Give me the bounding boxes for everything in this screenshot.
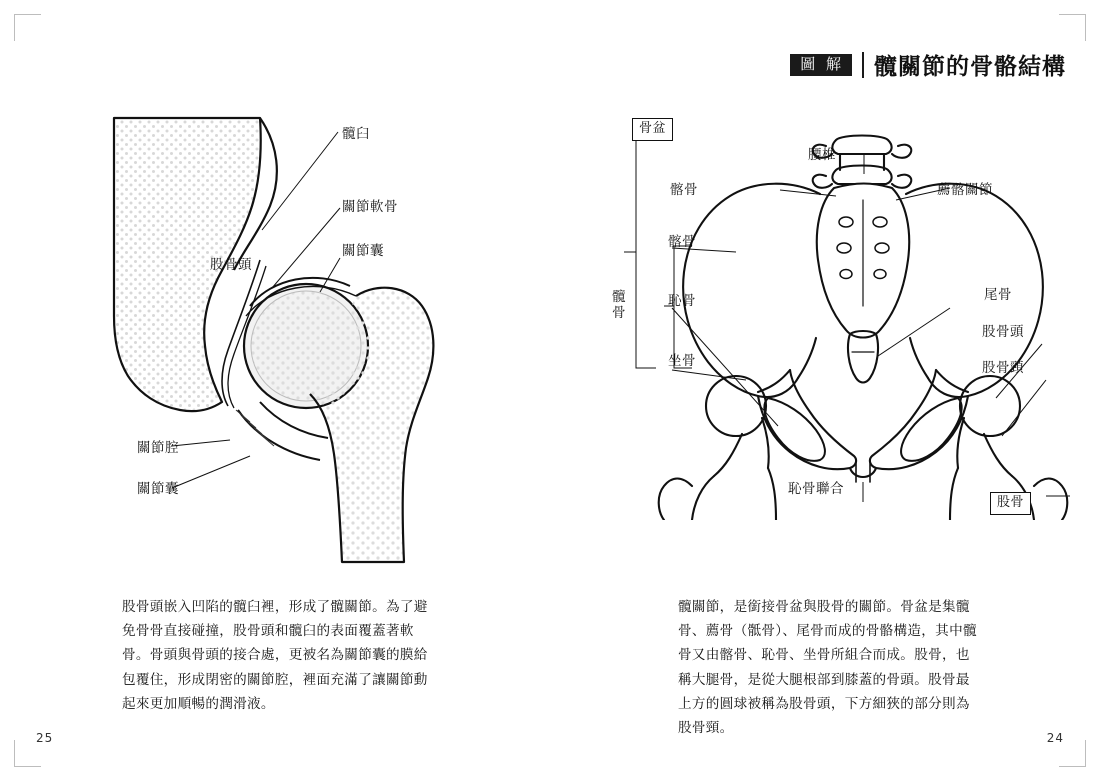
label-femur: 股骨 — [990, 492, 1031, 515]
label-pubic-symphysis: 恥骨聯合 — [788, 481, 844, 497]
label-lumbar-vertebrae: 腰椎 — [808, 147, 836, 163]
label-joint-cavity: 關節腔 — [137, 440, 179, 456]
right-page — [550, 0, 1100, 781]
label-femoral-head: 股骨頭 — [982, 324, 1024, 340]
left-body-text: 股骨頭嵌入凹陷的髖臼裡，形成了髖關節。為了避免骨骨直接碰撞，股骨頭和髖臼的表面覆蓋著軟骨。骨頭與骨頭的接合處，更被名為關節囊的膜給包覆住，形成閉密的關節腔，裡面充滿了讓關節動起來更加順暢的潤滑液。 — [122, 599, 428, 712]
label-acetabulum: 髖臼 — [342, 126, 370, 142]
label-femoral-head: 股骨頭 — [210, 257, 252, 273]
label-femoral-neck: 股骨頸 — [982, 360, 1024, 376]
right-body-text: 髖關節，是銜接骨盆與股骨的關節。骨盆是集髖骨、薦骨（骶骨）、尾骨而成的骨骼構造，其中髖骨又由髂骨、恥骨、坐骨所組合而成。股骨，也稱大腿骨，是從大腿根部到膝蓋的骨頭。股骨最上方的圓球被稱為股骨頭，下方細狹的部分則為股骨頸。 — [678, 599, 977, 736]
label-pubis: 恥骨 — [668, 293, 696, 309]
label-articular-cartilage: 關節軟骨 — [342, 199, 398, 215]
label-hip-bone: 髖骨 — [612, 289, 626, 321]
page-title: 髖關節的骨骼結構 — [874, 54, 1066, 80]
hip-joint-cross-section-figure — [110, 110, 450, 570]
folio-right: 24 — [1046, 731, 1064, 745]
label-ischium: 坐骨 — [668, 353, 696, 369]
label-joint-capsule-lower: 關節囊 — [137, 481, 179, 497]
label-ilium: 髂骨 — [668, 234, 696, 250]
label-sacroiliac-joint: 薦髂關節 — [937, 182, 993, 198]
folio-left: 25 — [36, 731, 54, 745]
label-ilium-upper: 髂骨 — [670, 182, 698, 198]
label-pelvis: 骨盆 — [632, 118, 673, 141]
label-joint-capsule-upper: 關節囊 — [342, 243, 384, 259]
label-coccyx: 尾骨 — [984, 287, 1012, 303]
pelvis-bracket — [622, 128, 662, 388]
header-tag: 圖 解 — [790, 54, 852, 76]
